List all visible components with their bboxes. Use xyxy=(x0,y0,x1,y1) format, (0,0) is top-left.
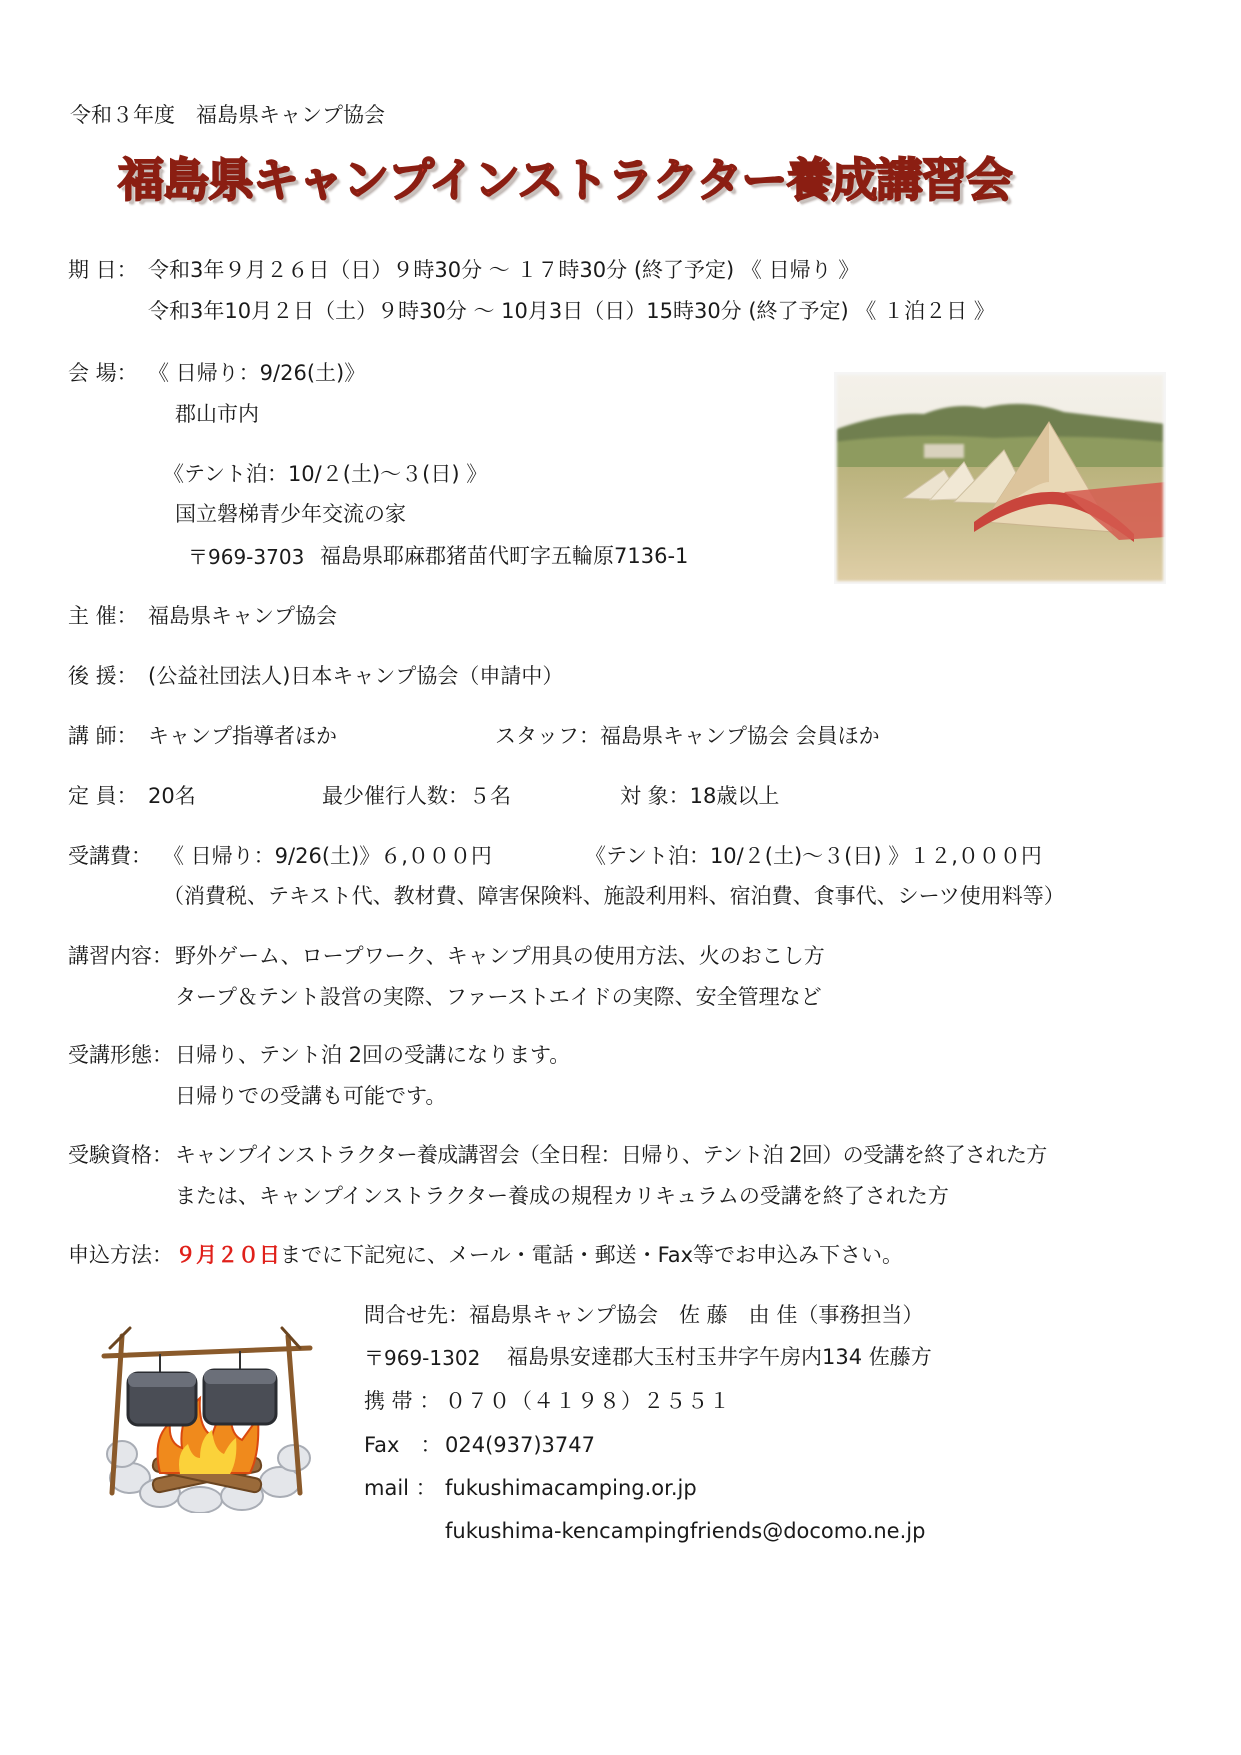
fee-note: （消費税、テキスト代、教材費、障害保険料、施設利用料、宿泊費、食事代、シーツ使用料等） xyxy=(163,884,1065,908)
organizer-year-line: 令和３年度 福島県キャンプ協会 xyxy=(70,103,385,127)
fee-day-trip: 《 日帰り：9/26(土)》６,０００円 xyxy=(163,844,492,868)
host-value: 福島県キャンプ協会 xyxy=(148,604,337,628)
staff-value: スタッフ：福島県キャンプ協会 会員ほか xyxy=(495,724,880,748)
mobile-number: ０７０（４１９８）２５５１ xyxy=(445,1389,731,1413)
fax-label: Fax ： xyxy=(364,1433,442,1457)
format-line-2: 日帰りでの受講も可能です。 xyxy=(175,1084,447,1108)
apply-text: までに下記宛に、メール・電話・郵送・Fax等でお申込み下さい。 xyxy=(280,1243,904,1267)
target-age: 対 象：18歳以上 xyxy=(620,784,780,808)
fee-label: 受講費： xyxy=(68,844,152,868)
apply-deadline: ９月２０日 xyxy=(175,1243,280,1267)
instructor-value: キャンプ指導者ほか xyxy=(148,724,337,748)
tent-campsite-photo xyxy=(834,372,1166,584)
content-label: 講習内容： xyxy=(68,944,173,968)
support-label: 後 援： xyxy=(68,664,138,688)
contact-zip: 〒969-1302 xyxy=(364,1346,481,1370)
content-line-1: 野外ゲーム、ロープワーク、キャンプ用具の使用方法、火のおこし方 xyxy=(175,944,825,968)
mail-address-1: fukushimacamping.or.jp xyxy=(445,1476,697,1500)
contact-inquiry: 問合せ先：福島県キャンプ協会 佐 藤 由 佳（事務担当） xyxy=(364,1303,924,1327)
format-line-1: 日帰り、テント泊 2回の受講になります。 xyxy=(175,1043,571,1067)
minimum-participants: 最少催行人数：５名 xyxy=(322,784,511,808)
apply-label: 申込方法： xyxy=(68,1243,173,1267)
venue-tent-place: 国立磐梯青少年交流の家 xyxy=(175,502,406,526)
venue-label: 会 場： xyxy=(68,361,138,385)
capacity-label: 定 員： xyxy=(68,784,138,808)
support-value: (公益社団法人)日本キャンプ協会（申請中） xyxy=(148,664,564,688)
campfire-cooking-illustration xyxy=(100,1318,315,1513)
capacity-value: 20名 xyxy=(148,784,196,808)
format-label: 受講形態： xyxy=(68,1043,173,1067)
venue-address: 福島県耶麻郡猪苗代町字五輪原7136-1 xyxy=(320,544,689,568)
host-label: 主 催： xyxy=(68,604,138,628)
venue-zip: 〒969-3703 xyxy=(188,545,305,569)
qualification-line-2: または、キャンプインストラクター養成の規程カリキュラムの受講を終了された方 xyxy=(175,1184,949,1208)
venue-day-trip-place: 郡山市内 xyxy=(175,402,259,426)
venue-tent: 《テント泊：10/２(土)～３(日) 》 xyxy=(163,462,488,486)
instructor-label: 講 師： xyxy=(68,724,138,748)
fee-tent: 《テント泊：10/２(土)～３(日) 》１２,０００円 xyxy=(585,844,1042,868)
fax-number: 024(937)3747 xyxy=(445,1433,595,1457)
qualification-line-1: キャンプインストラクター養成講習会（全日程：日帰り、テント泊 2回）の受講を終了された方 xyxy=(175,1143,1047,1167)
schedule-line-2: 令和3年10月２日（土）９時30分 ～ 10月3日（日）15時30分 (終了予定) 《 １泊２日 》 xyxy=(148,299,995,323)
mail-label: mail ： xyxy=(364,1476,437,1500)
schedule-label: 期 日： xyxy=(68,258,138,282)
schedule-line-1: 令和3年９月２６日（日）９時30分 ～ １７時30分 (終了予定) 《 日帰り 》 xyxy=(148,258,860,282)
mobile-label: 携 帯 ： xyxy=(364,1389,441,1413)
apply-line xyxy=(175,1241,903,1269)
venue-day-trip: 《 日帰り：9/26(土)》 xyxy=(148,361,366,385)
qualification-label: 受験資格： xyxy=(68,1143,173,1167)
page-title: 福島県キャンプインストラクター養成講習会 xyxy=(118,153,1012,207)
content-line-2: タープ＆テント設営の実際、ファーストエイドの実際、安全管理など xyxy=(175,985,822,1009)
mail-address-2: fukushima-kencampingfriends@docomo.ne.jp xyxy=(445,1519,926,1543)
contact-address: 福島県安達郡大玉村玉井字午房内134 佐藤方 xyxy=(507,1345,932,1369)
